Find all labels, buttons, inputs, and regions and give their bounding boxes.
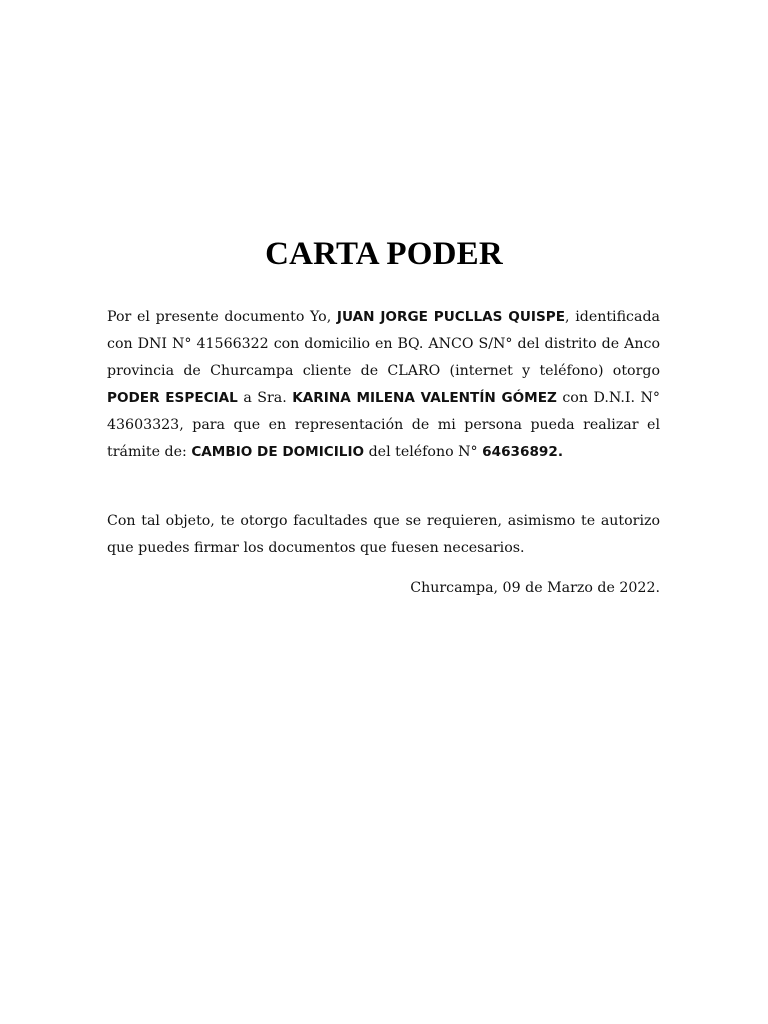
paragraph-grant bbox=[107, 304, 660, 466]
paragraph-text: a Sra. bbox=[237, 390, 293, 406]
power-type: PODER ESPECIAL bbox=[107, 390, 238, 406]
paragraph-authorization: Con tal objeto, te otorgo facultades que se requieren, asimismo te autorizo que puedes firmar los documentos que fuesen necesarios. bbox=[107, 513, 660, 556]
phone-number: 64636892. bbox=[482, 444, 564, 460]
paragraph-text: con D.N.I. N° 43603323, para que en representación de mi persona pueda realizar el trámite de: bbox=[107, 390, 660, 460]
date-line: Churcampa, 09 de Marzo de 2022. bbox=[410, 580, 660, 596]
procedure-name: CAMBIO DE DOMICILIO bbox=[191, 444, 365, 460]
paragraph-text: , identificada con DNI N° 41566322 con domicilio en BQ. ANCO S/N° del distrito de Anco provincia de Churcampa cliente de CLARO (internet y teléfono) otorgo bbox=[107, 309, 660, 379]
agent-name: KARINA MILENA VALENTÍN GÓMEZ bbox=[292, 390, 557, 406]
paragraph-text: del teléfono N° bbox=[364, 444, 483, 460]
document-title: CARTA PODER bbox=[265, 236, 503, 272]
grantor-name: JUAN JORGE PUCLLAS QUISPE bbox=[336, 309, 566, 325]
paragraph-text: Por el presente documento Yo, bbox=[107, 309, 337, 325]
